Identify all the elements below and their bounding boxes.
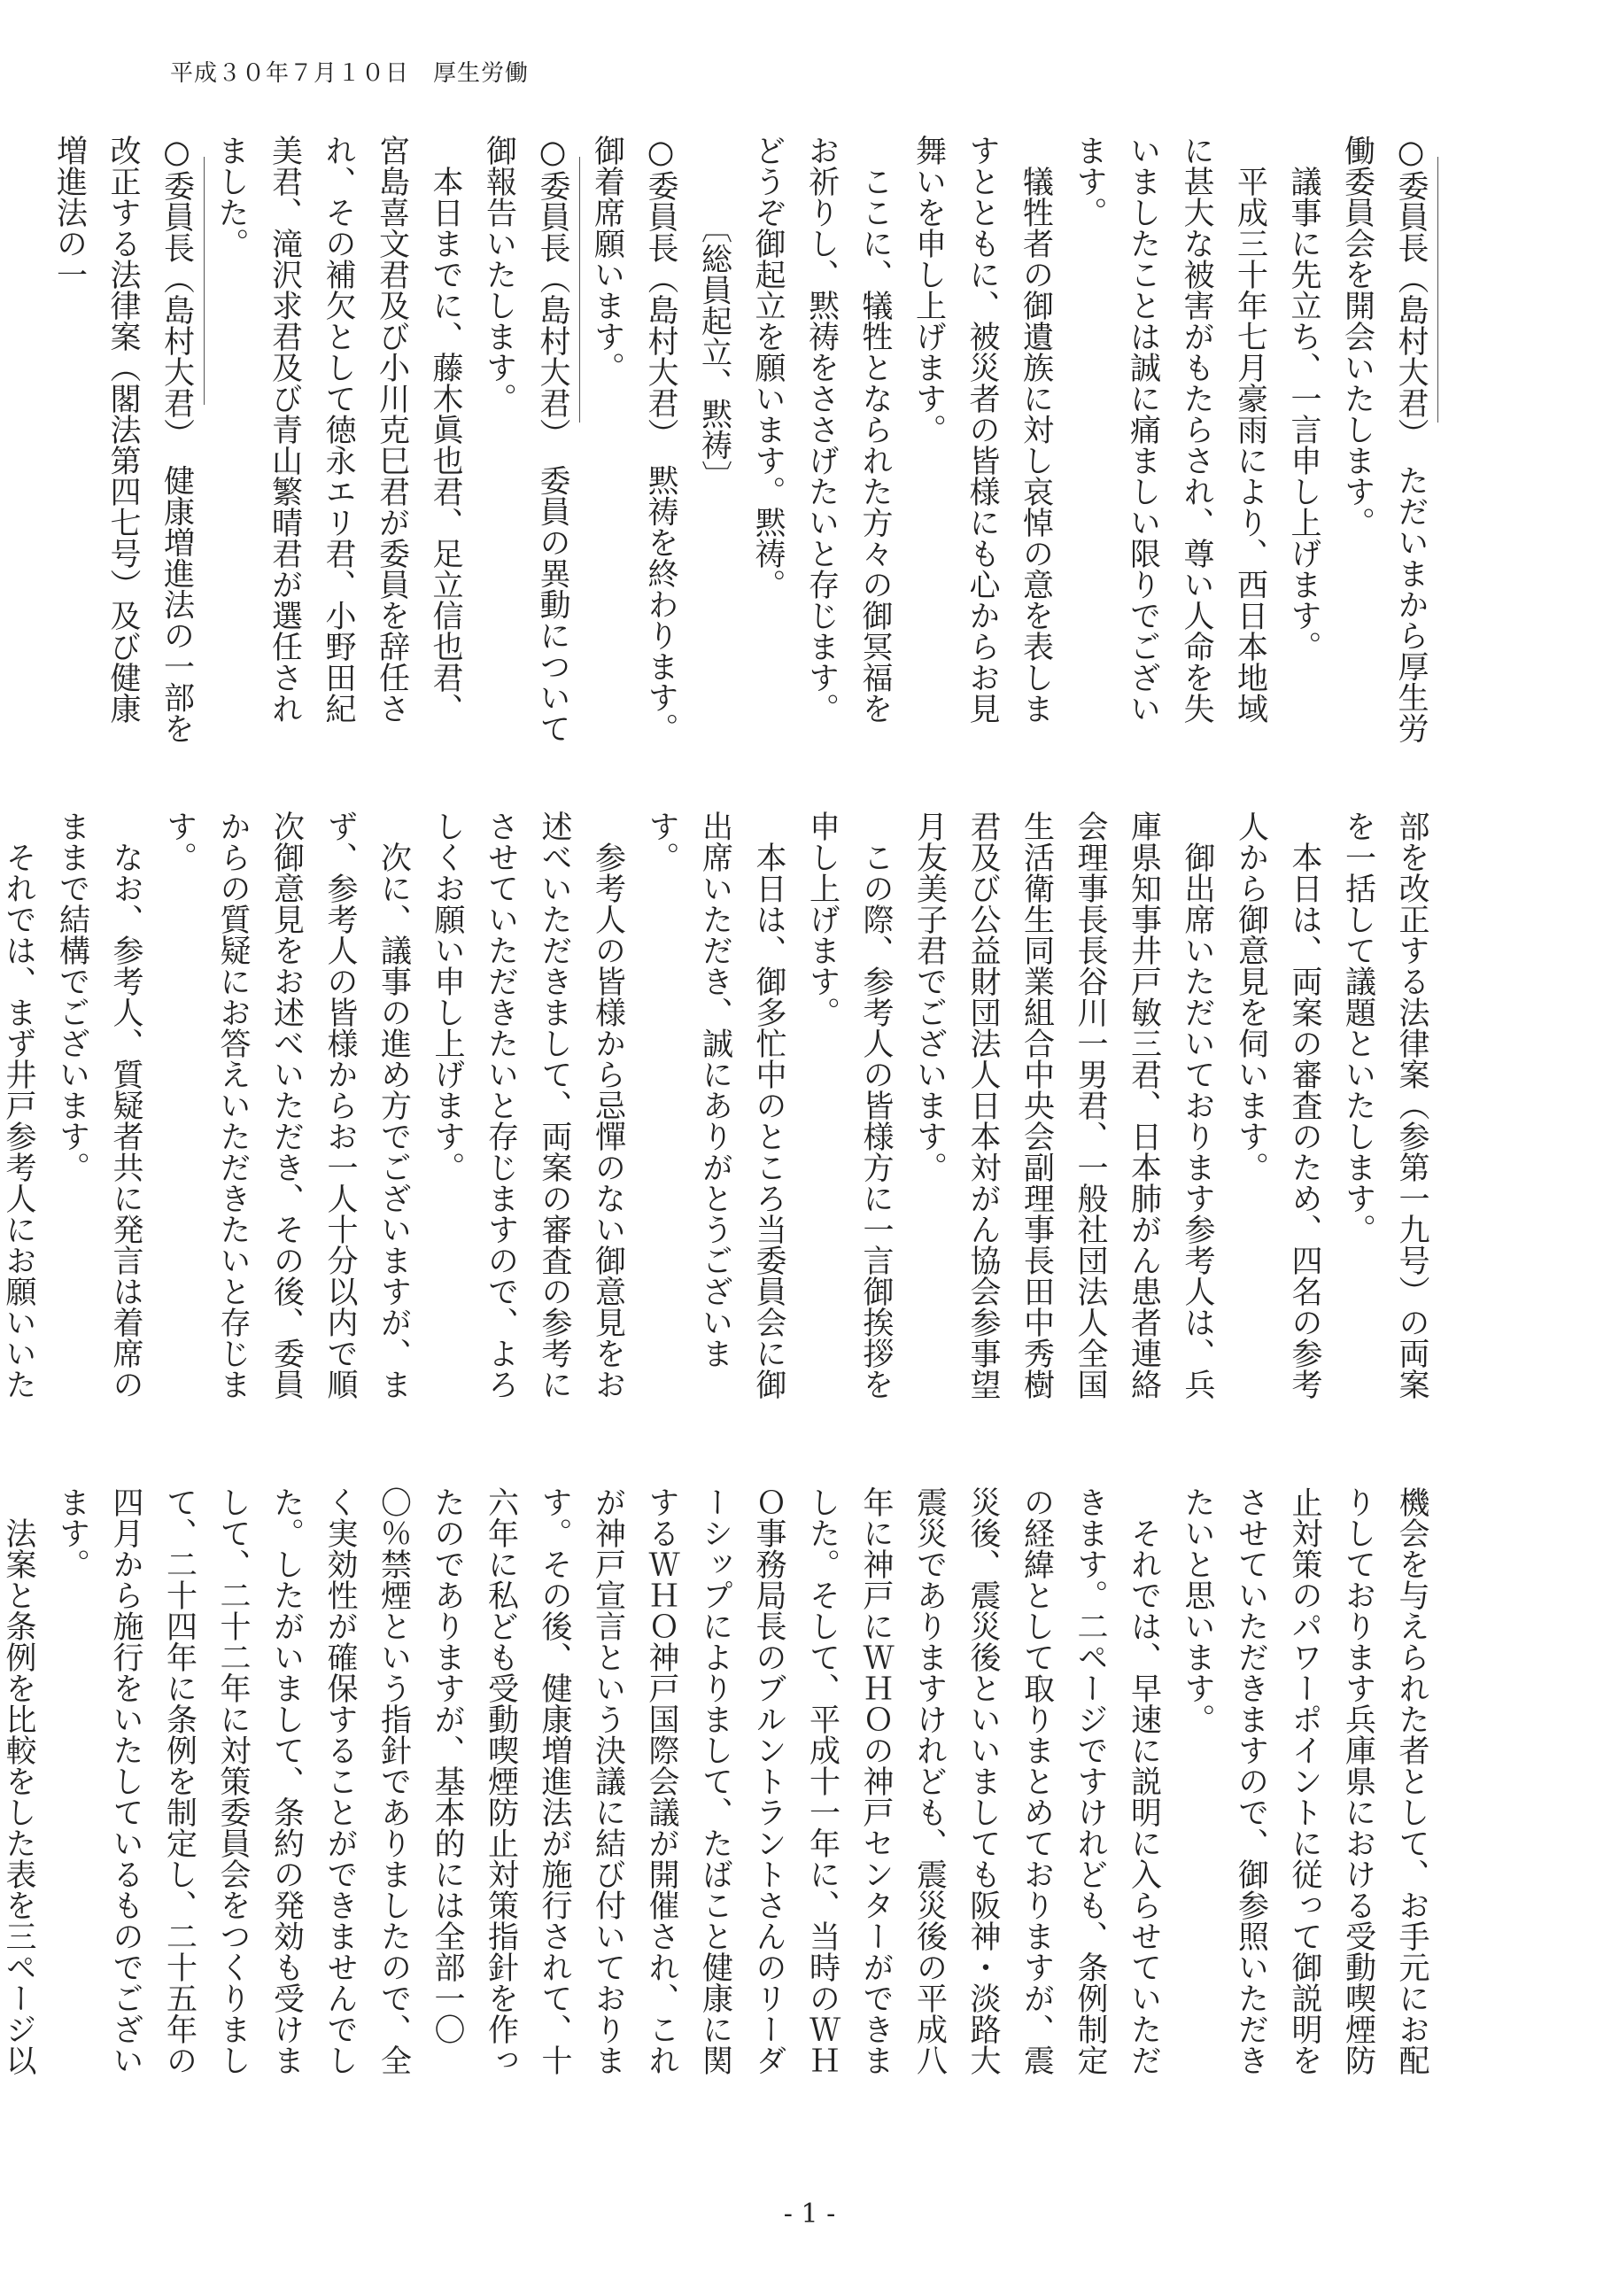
transcript-paragraph: 本日は、御多忙中のところ当委員会に御出席いただき、誠にありがとうございます。 xyxy=(644,811,786,1400)
transcript-paragraph: 本日までに、藤木眞也君、足立信也君、宮島喜文君及び小川克巳君が委員を辞任され、その補欠として徳永エリ君、小野田紀美君、滝沢求君及び青山繁晴君が選任されました。 xyxy=(213,135,463,724)
transcript-paragraph: それでは、早速に説明に入らせていただきます。二ページですけれども、条例制定の経緯として取りまとめておりますが、震災後、震災後といいましても阪神・淡路大震災でありますけれども、震災後の平成八年に神戸にＷＨＯの神戸センターができました。そして、平成十一年に、当時のＷＨＯ事務局長のブルントラントさんのリーダーシップによりまして、たばこと健康に関するＷＨＯ神戸国際会議が開催され、これが神戸宣言という決議に結び付いております。その後、健康増進法が施行されて、十六年に私ども受動喫煙防止対策指針を作ったのでありますが、基本的には全部一〇〇％禁煙という指針でありましたので、全く実効性が確保することができませんでした。したがいまして、条約の発効も受けまして、二十二年に対策委員会をつくりまして、二十四年に条例を制定し、二十五年の四月から施行をいたしているものでございます。 xyxy=(54,1486,1162,2075)
transcript-paragraph: 機会を与えられた者として、お手元にお配りしております兵庫県における受動喫煙防止対策のパワーポイントに従って御説明をさせていただきますので、御参照いただきたいと思います。 xyxy=(1180,1486,1429,2075)
transcript-paragraph: 議事に先立ち、一言申し上げます。 xyxy=(1286,135,1321,662)
transcript-paragraph: 参考人の皆様から忌憚のない御意見をお述べいただきまして、両案の審査の参考にさせていただきたいと存じますので、よろしくお願い申し上げます。 xyxy=(430,811,626,1400)
transcript-paragraph: ○委員長（島村大君） 健康増進法の一部を改正する法律案（閣法第四七号）及び健康増進法の一 xyxy=(51,135,195,744)
transcript-paragraph: ここに、犠牲となられた方々の御冥福をお祈りし、黙祷をささげたいと存じます。どうぞ御起立を願います。黙祷。 xyxy=(750,135,893,724)
transcript-paragraph: 御出席いただいております参考人は、兵庫県知事井戸敏三君、日本肺がん患者連絡会理事長長谷川一男君、一般社団法人全国生活衛生同業組合中央会副理事長田中秀樹君及び公益財団法人日本対がん協会参事望月友美子君でございます。 xyxy=(911,811,1215,1400)
transcript-paragraph: なお、参考人、質疑者共に発言は着席のままで結構でございます。 xyxy=(54,811,143,1400)
transcript-paragraph: 部を改正する法律案（参第一九号）の両案を一括して議題といたします。 xyxy=(1340,811,1429,1400)
transcript-paragraph: 〔総員起立、黙祷〕 xyxy=(696,135,732,492)
section-divider xyxy=(1437,157,1438,423)
transcript-paragraph: ○委員長（島村大君） 黙祷を終わります。御着席願います。 xyxy=(589,135,678,744)
page-header: 平成３０年７月１０日 厚生労働 xyxy=(170,60,530,87)
transcript-paragraph: 平成三十年七月豪雨により、西日本地域に甚大な被害がもたらされ、尊い人命を失いましたことは誠に痛ましい限りでございます。 xyxy=(1072,135,1268,724)
text-band-upper xyxy=(51,135,1438,749)
transcript-paragraph: 次に、議事の進め方でございますが、まず、参考人の皆様からお一人十分以内で順次御意見をお述べいただき、その後、委員からの質疑にお答えいただきたいと存じます。 xyxy=(161,811,412,1400)
text-band-middle xyxy=(1,811,1438,1424)
transcript-paragraph: 犠牲者の御遺族に対し哀悼の意を表しますとともに、被災者の皆様にも心からお見舞いを申し上げます。 xyxy=(910,135,1054,724)
page-number: - 1 - xyxy=(783,2199,836,2230)
transcript-paragraph: この際、参考人の皆様方に一言御挨拶を申し上げます。 xyxy=(804,811,894,1400)
transcript-paragraph: ○委員長（島村大君） 委員の異動について御報告いたします。 xyxy=(481,135,570,744)
transcript-paragraph: 法案と条例を比較をした表を三ページ以 xyxy=(1,1517,36,2075)
transcript-paragraph: 本日は、両案の審査のため、四名の参考人から御意見を伺います。 xyxy=(1233,811,1322,1400)
transcript-paragraph: ○委員長（島村大君） ただいまから厚生労働委員会を開会いたします。 xyxy=(1339,135,1429,744)
transcript-paragraph: それでは、まず井戸参考人にお願いいた xyxy=(1,842,36,1400)
text-band-lower xyxy=(1,1486,1438,2100)
